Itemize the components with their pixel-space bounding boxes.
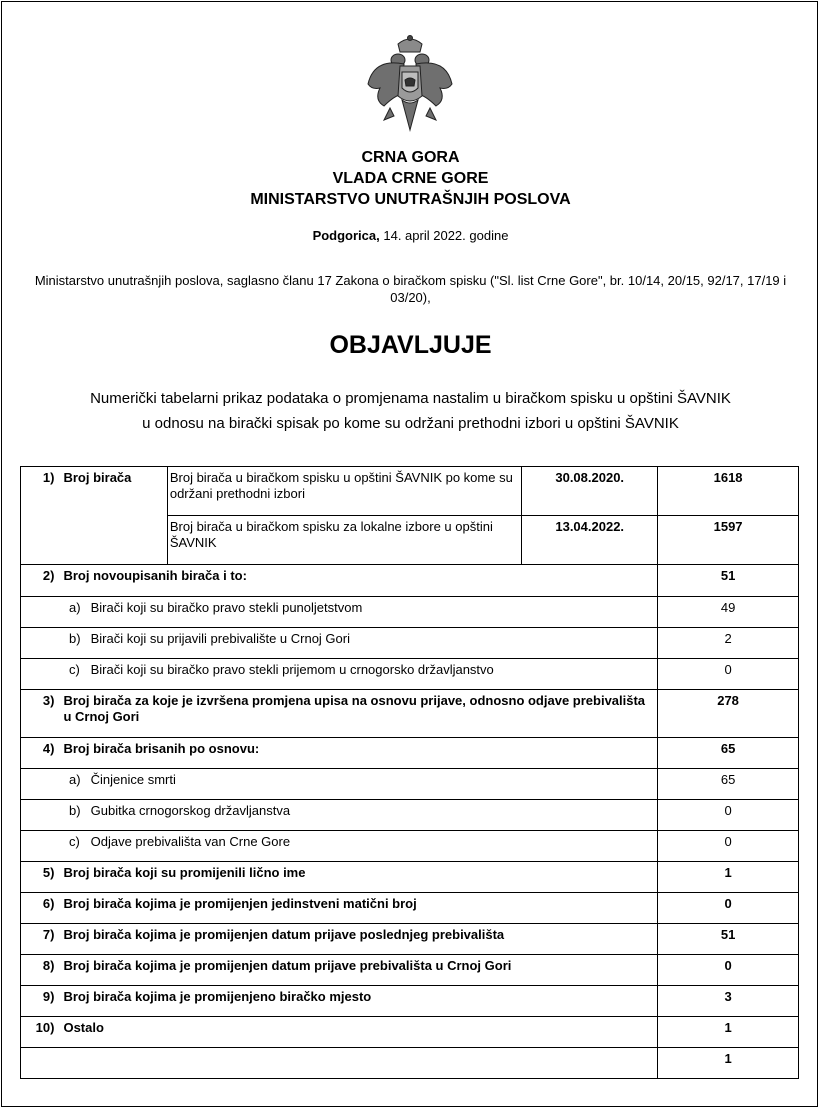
row-number: 8) [21,955,59,986]
document-date: 14. april 2022. godine [383,228,509,243]
row-number: 10) [21,1017,59,1048]
table-row [21,924,799,955]
row-label: Broj novoupisanih birača i to: [58,565,657,597]
sub-value: 2 [658,628,799,659]
table-row [21,1048,799,1079]
table-row [21,690,799,738]
voters-previous-value: 1618 [658,467,799,516]
sub-letter: a) [69,772,81,787]
row-value: 1 [658,1017,799,1048]
header-country: CRNA GORA [361,149,460,166]
row-value: 278 [658,690,799,738]
row-label: Broj birača kojima je promijenjen jedinstveni matični broj [58,893,657,924]
row-number: 7) [21,924,59,955]
header-ministry: MINISTARSTVO UNUTRAŠNJIH POSLOVA [250,191,571,208]
row-number: 3) [21,690,59,738]
description-line-2: u odnosu na birački spisak po kome su održani prethodni izbori u opštini ŠAVNIK [142,415,679,432]
description-line-1: Numerički tabelarni prikaz podataka o promjenama nastalim u biračkom spisku u opštini ŠAVNIK [90,390,731,407]
sub-value: 0 [658,831,799,862]
table-subrow [21,628,799,659]
sub-letter: a) [69,600,81,615]
sub-label: Birači koji su biračko pravo stekli punoljetstvom [90,600,363,615]
row-value: 1 [658,862,799,893]
table-subrow [21,800,799,831]
table-row [21,893,799,924]
sub-letter: b) [69,631,81,646]
row-value: 51 [658,565,799,597]
row-label: Broj birača za koje je izvršena promjena upisa na osnovu prijave, odnosno odjave prebivališta u Crnoj Gori [58,690,657,738]
sub-letter: b) [69,803,81,818]
place-date [0,228,821,243]
row-value: 1 [658,1048,799,1079]
voters-current-text: Broj birača u biračkom spisku za lokalne izbore u opštini ŠAVNIK [167,516,521,565]
row-number: 1) [21,467,59,565]
row-label: Broj birača koji su promijenili lično ime [58,862,657,893]
row-label: Broj birača [58,467,167,565]
table-row [21,1017,799,1048]
table-row [21,467,799,516]
table-subrow [21,769,799,800]
table-subrow [21,831,799,862]
table-subrow [21,597,799,628]
sub-value: 65 [658,769,799,800]
row-number: 9) [21,986,59,1017]
row-label: Ostalo [58,1017,657,1048]
row-value: 3 [658,986,799,1017]
row-label: Broj birača kojima je promijenjen datum prijave prebivališta u Crnoj Gori [58,955,657,986]
table-row [21,955,799,986]
sub-label: Birači koji su prijavili prebivalište u Crnoj Gori [90,631,350,646]
sub-label: Odjave prebivališta van Crne Gore [90,834,291,849]
row-number: 4) [21,738,59,769]
table-subrow [21,659,799,690]
sub-letter: c) [69,662,80,677]
voters-previous-date: 30.08.2020. [522,467,658,516]
sub-label: Birači koji su biračko pravo stekli prijemom u crnogorsko državljanstvo [90,662,494,677]
sub-letter: c) [69,834,80,849]
description [0,386,821,436]
sub-label: Činjenice smrti [90,772,176,787]
row-value: 0 [658,955,799,986]
table-row [21,862,799,893]
voter-changes-table [20,466,799,1079]
row-number: 2) [21,565,59,597]
row-value: 65 [658,738,799,769]
intro-paragraph: Ministarstvo unutrašnjih poslova, saglasno članu 17 Zakona o biračkom spisku ("Sl. list Crne Gore", br. 10/14, 20/15, 92/17, 17/19 i 03/20), [34,273,787,305]
header-government: VLADA CRNE GORE [332,170,489,187]
row-label: Broj birača brisanih po osnovu: [58,738,657,769]
voters-current-date: 13.04.2022. [522,516,658,565]
sub-value: 0 [658,659,799,690]
sub-label: Gubitka crnogorskog državljanstva [90,803,291,818]
voters-previous-text: Broj birača u biračkom spisku u opštini ŠAVNIK po kome su održani prethodni izbori [167,467,521,516]
table-row [21,986,799,1017]
sub-value: 0 [658,800,799,831]
coat-of-arms-emblem [364,34,456,134]
publish-title: OBJAVLJUJE [329,331,492,359]
table-row [21,738,799,769]
row-value: 51 [658,924,799,955]
place-city: Podgorica, [312,228,380,243]
voters-current-value: 1597 [658,516,799,565]
row-number: 6) [21,893,59,924]
row-value: 0 [658,893,799,924]
row-label: Broj birača kojima je promijenjen datum prijave poslednjeg prebivališta [58,924,657,955]
row-number: 5) [21,862,59,893]
row-label: Broj birača kojima je promijenjeno biračko mjesto [58,986,657,1017]
sub-value: 49 [658,597,799,628]
table-row [21,565,799,597]
